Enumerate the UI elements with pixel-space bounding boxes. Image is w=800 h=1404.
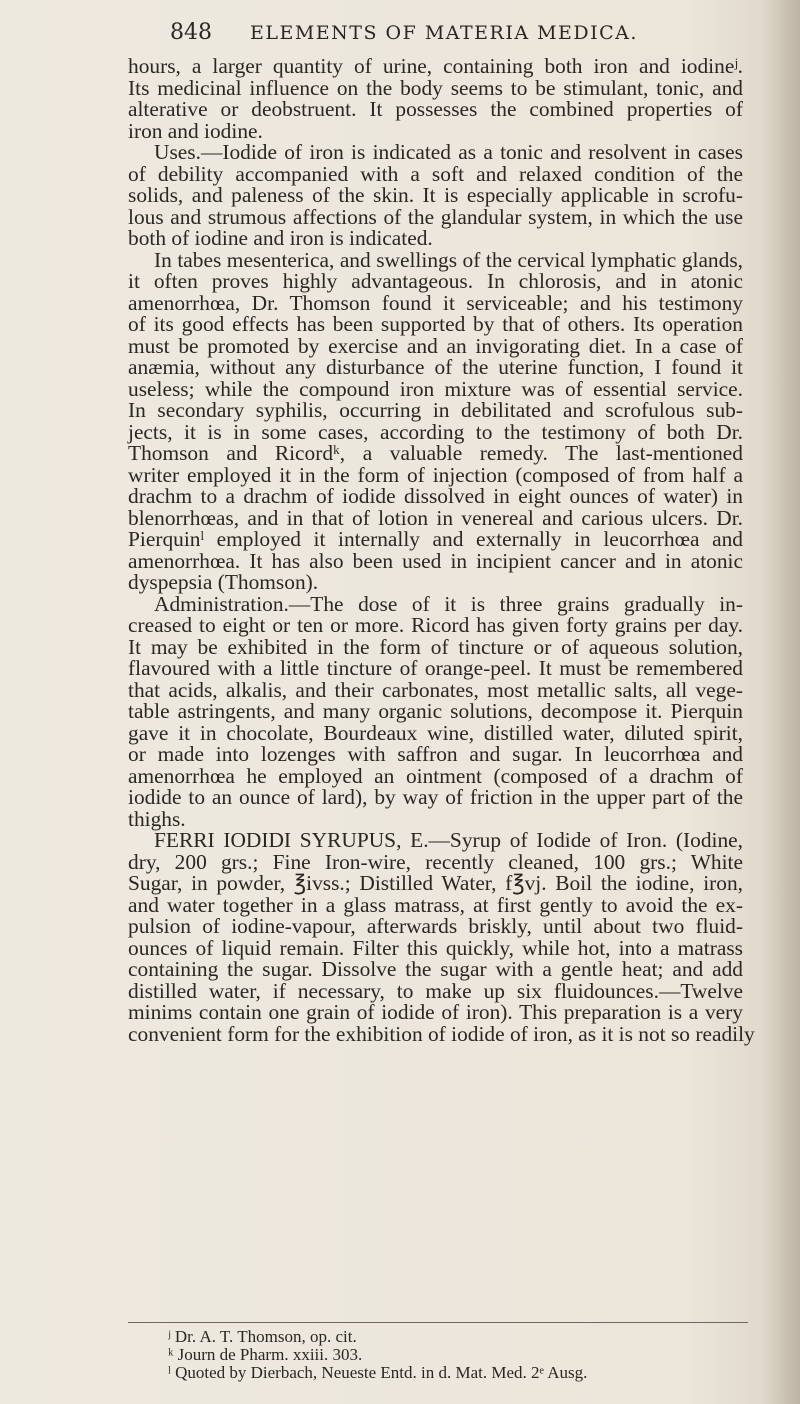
text-line: minims contain one grain of iodide of iron). This preparation is a very xyxy=(128,1000,743,1024)
text-line: dry, 200 grs.; Fine Iron-wire, recently cleaned, 100 grs.; White xyxy=(128,849,743,874)
text-line: In secondary syphilis, occurring in debilitated and scrofulous sub- xyxy=(128,398,743,422)
page-number: 848 xyxy=(170,20,212,45)
text-line: pulsion of iodine-vapour, afterwards briskly, until about two fluid- xyxy=(128,914,743,938)
text-line: gave it in chocolate, Bourdeaux wine, distilled water, diluted spirit, xyxy=(128,720,743,745)
text-line: that acids, alkalis, and their carbonates, most metallic salts, all vege- xyxy=(128,677,743,702)
text-line: of debility accompanied with a soft and relaxed condition of the xyxy=(128,161,743,186)
text-line: writer employed it in the form of injection (composed of from half a xyxy=(128,462,743,487)
text-line: must be promoted by exercise and an invigorating diet. In a case of xyxy=(128,333,743,358)
text-line: and water together in a glass matrass, at first gently to avoid the ex- xyxy=(128,892,743,917)
text-line: FERRI IODIDI SYRUPUS, E.—Syrup of Iodide of Iron. (Iodine, xyxy=(154,828,743,852)
text-line: amenorrhœa, Dr. Thomson found it serviceable; and his testimony xyxy=(128,290,743,315)
text-line: It may be exhibited in the form of tincture or of aqueous solution, xyxy=(128,634,743,659)
text-line: Uses.—Iodide of iron is indicated as a tonic and resolvent in cases xyxy=(154,140,743,164)
text-line: of its good effects has been supported by that of others. Its operation xyxy=(128,312,743,336)
text-line: amenorrhœa he employed an ointment (composed of a drachm of xyxy=(128,763,743,788)
text-line: convenient form for the exhibition of iodide of iron, as it is not so readily xyxy=(128,1021,755,1046)
text-line: solids, and paleness of the skin. It is especially applicable in scrofu- xyxy=(128,183,743,207)
page-edge-shadow xyxy=(760,0,800,1404)
text-line: Pierquinˡ employed it internally and externally in leucorrhœa and xyxy=(128,527,743,551)
text-line: Sugar, in powder, ℥ivss.; Distilled Water, f℥vj. Boil the iodine, iron, xyxy=(128,871,743,895)
text-line: or made into lozenges with saffron and sugar. In leucorrhœa and xyxy=(128,742,743,766)
text-line: Its medicinal influence on the body seems to be stimulant, tonic, and xyxy=(128,75,743,100)
text-line: amenorrhœa. It has also been used in incipient cancer and in atonic xyxy=(128,548,743,573)
text-line: hours, a larger quantity of urine, containing both iron and iodineʲ. xyxy=(128,54,743,78)
footnote-divider xyxy=(128,1322,748,1323)
text-line: both of iodine and iron is indicated. xyxy=(128,226,433,250)
text-line: flavoured with a little tincture of orange-peel. It must be remembered xyxy=(128,656,743,680)
text-line: alterative or deobstruent. It possesses the combined properties of xyxy=(128,97,743,121)
footnotes xyxy=(168,1328,728,1382)
text-line: creased to eight or ten or more. Ricord has given forty grains per day. xyxy=(128,613,743,637)
text-line: thighs. xyxy=(128,806,186,831)
text-line: anæmia, without any disturbance of the uterine function, I found it xyxy=(128,355,743,379)
page-header xyxy=(170,20,730,54)
text-line: containing the sugar. Dissolve the sugar with a gentle heat; and add xyxy=(128,957,743,981)
footnote: ʲ Dr. A. T. Thomson, op. cit. xyxy=(168,1327,357,1346)
footnote: ᵏ Journ de Pharm. xxiii. 303. xyxy=(168,1345,363,1364)
body-text xyxy=(128,54,755,1046)
text-line: In tabes mesenterica, and swellings of the cervical lymphatic glands, xyxy=(154,247,743,272)
text-line: iodide to an ounce of lard), by way of friction in the upper part of the xyxy=(128,785,743,809)
text-line: dyspepsia (Thomson). xyxy=(128,570,319,594)
text-line: jects, it is in some cases, according to the testimony of both Dr. xyxy=(128,419,743,444)
text-line: ounces of liquid remain. Filter this quickly, while hot, into a matrass xyxy=(128,935,743,960)
text-line: Administration.—The dose of it is three grains gradually in- xyxy=(154,591,743,616)
text-line: Thomson and Ricordᵏ, a valuable remedy. The last-mentioned xyxy=(128,441,743,465)
text-line: table astringents, and many organic solutions, decompose it. Pierquin xyxy=(128,699,743,723)
text-line: blenorrhœas, and in that of lotion in venereal and carious ulcers. Dr. xyxy=(128,505,743,530)
text-line: lous and strumous affections of the glandular system, in which the use xyxy=(128,204,743,229)
text-line: drachm to a drachm of iodide dissolved in eight ounces of water) in xyxy=(128,484,743,508)
footnote: ˡ Quoted by Dierbach, Neueste Entd. in d. Mat. Med. 2ᵉ Ausg. xyxy=(168,1363,588,1382)
text-line: distilled water, if necessary, to make up six fluidounces.—Twelve xyxy=(128,978,743,1003)
running-head: ELEMENTS OF MATERIA MEDICA. xyxy=(250,22,638,44)
text-line: iron and iodine. xyxy=(128,118,263,143)
text-line: it often proves highly advantageous. In chlorosis, and in atonic xyxy=(128,269,743,293)
text-line: useless; while the compound iron mixture was of essential service. xyxy=(128,376,743,401)
